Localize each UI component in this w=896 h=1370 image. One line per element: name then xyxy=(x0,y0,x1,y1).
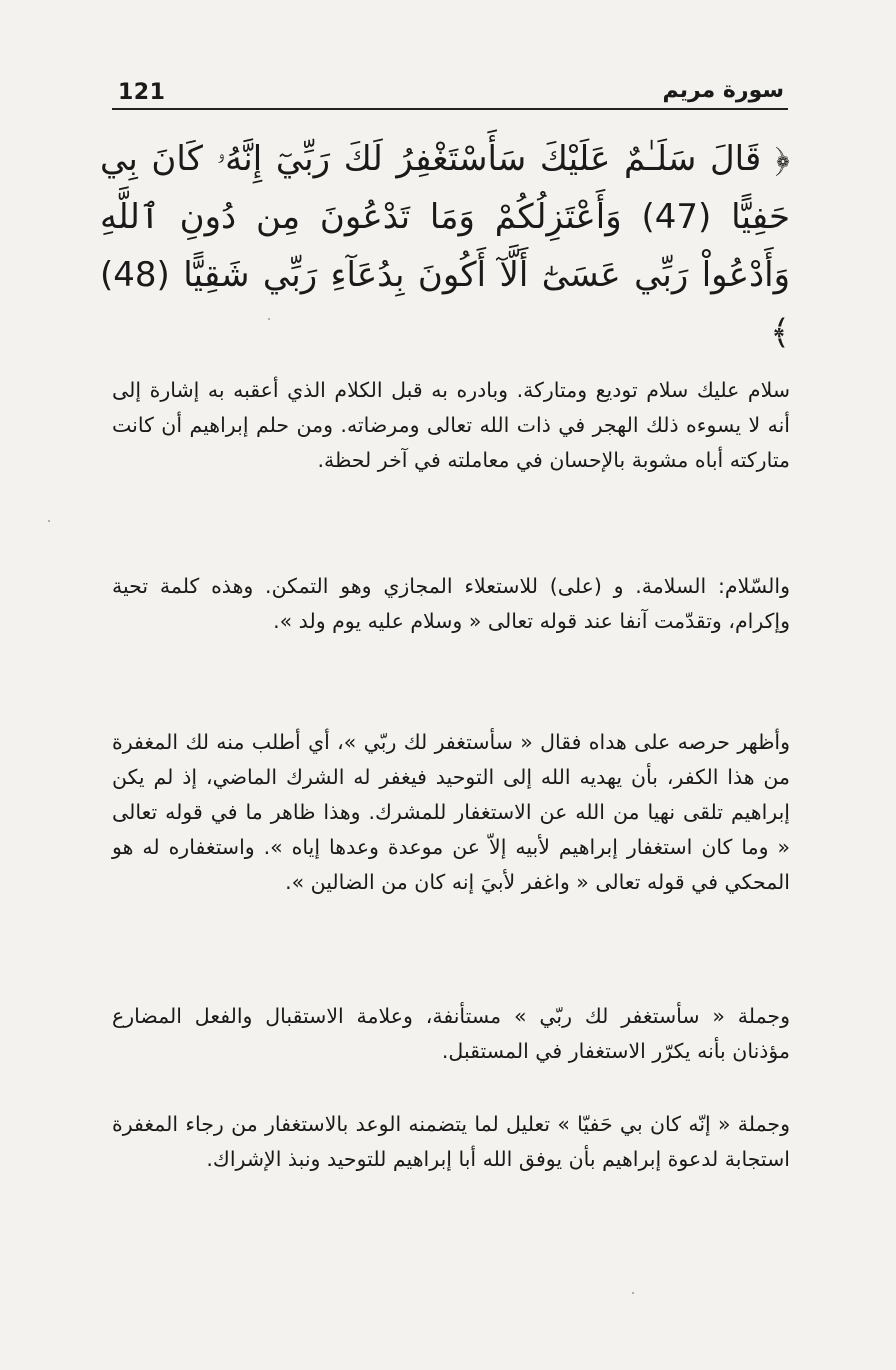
scan-speck xyxy=(48,520,50,522)
commentary-paragraph-4: وجملة « سأستغفر لك ربّي » مستأنفة، وعلامة الاستقبال والفعل المضارع مؤذنان بأنه يكرّر الاستغفار في المستقبل. xyxy=(112,1003,790,1063)
header-divider xyxy=(112,108,788,110)
commentary-paragraph-5: وجملة « إنّه كان بي حَفيّا » تعليل لما يتضمنه الوعد بالاستغفار من رجاء المغفرة استجابة لدعوة إبراهيم بأن يوفق الله أبا إبراهيم للتوحيد ونبذ الإشراك. xyxy=(112,1111,790,1171)
surah-title: سورة مريم xyxy=(662,78,784,103)
scan-speck xyxy=(632,1292,634,1294)
page-number: 121 xyxy=(118,80,166,105)
commentary-paragraph-3: وأظهر حرصه على هداه فقال « سأستغفر لك ربّي »، أي أطلب منه لك المغفرة من هذا الكفر، بأن يهديه الله إلى التوحيد فيغفر له الشرك الماضي، إذ لم يكن إبراهيم تلقى نهيا من الله عن الاستغفار للمشرك. وهذا ظاهر ما في قوله تعالى « وما كان استغفار إبراهيم لأبيه إلاّ عن موعدة وعدها إياه ». واستغفاره له هو المحكي في قوله تعالى « واغفر لأبيَ إنه كان من الضالين ». xyxy=(112,729,790,894)
quran-verse: ﴿ قَالَ سَلَـٰمٌ عَلَيْكَ سَأَسْتَغْفِرُ لَكَ رَبِّيٓ إِنَّهُۥ كَانَ بِي حَفِيًّا (47) وَأَعْتَزِلُكُمْ وَمَا تَدْعُونَ مِن دُونِ ٱللَّهِ وَأَدْعُواْ رَبِّي عَسَىٰٓ أَلَّآ أَكُونَ بِدُعَآءِ رَبِّي شَقِيًّا (48) ﴾ xyxy=(100,139,790,353)
scan-speck xyxy=(268,318,270,320)
commentary-paragraph-2: والسّلام: السلامة. و (على) للاستعلاء المجازي وهو التمكن. وهذه كلمة تحية وإكرام، وتقدّمت آنفا عند قوله تعالى « وسلام عليه يوم ولد ». xyxy=(112,573,790,633)
commentary-paragraph-1: سلام عليك سلام توديع ومتاركة. وبادره به قبل الكلام الذي أعقبه به إشارة إلى أنه لا يسوءه ذلك الهجر في ذات الله تعالى ومرضاته. ومن حلم إبراهيم أن كانت متاركته أباه مشوبة بالإحسان في معاملته في آخر لحظة. xyxy=(112,377,790,472)
page-header xyxy=(112,78,788,110)
